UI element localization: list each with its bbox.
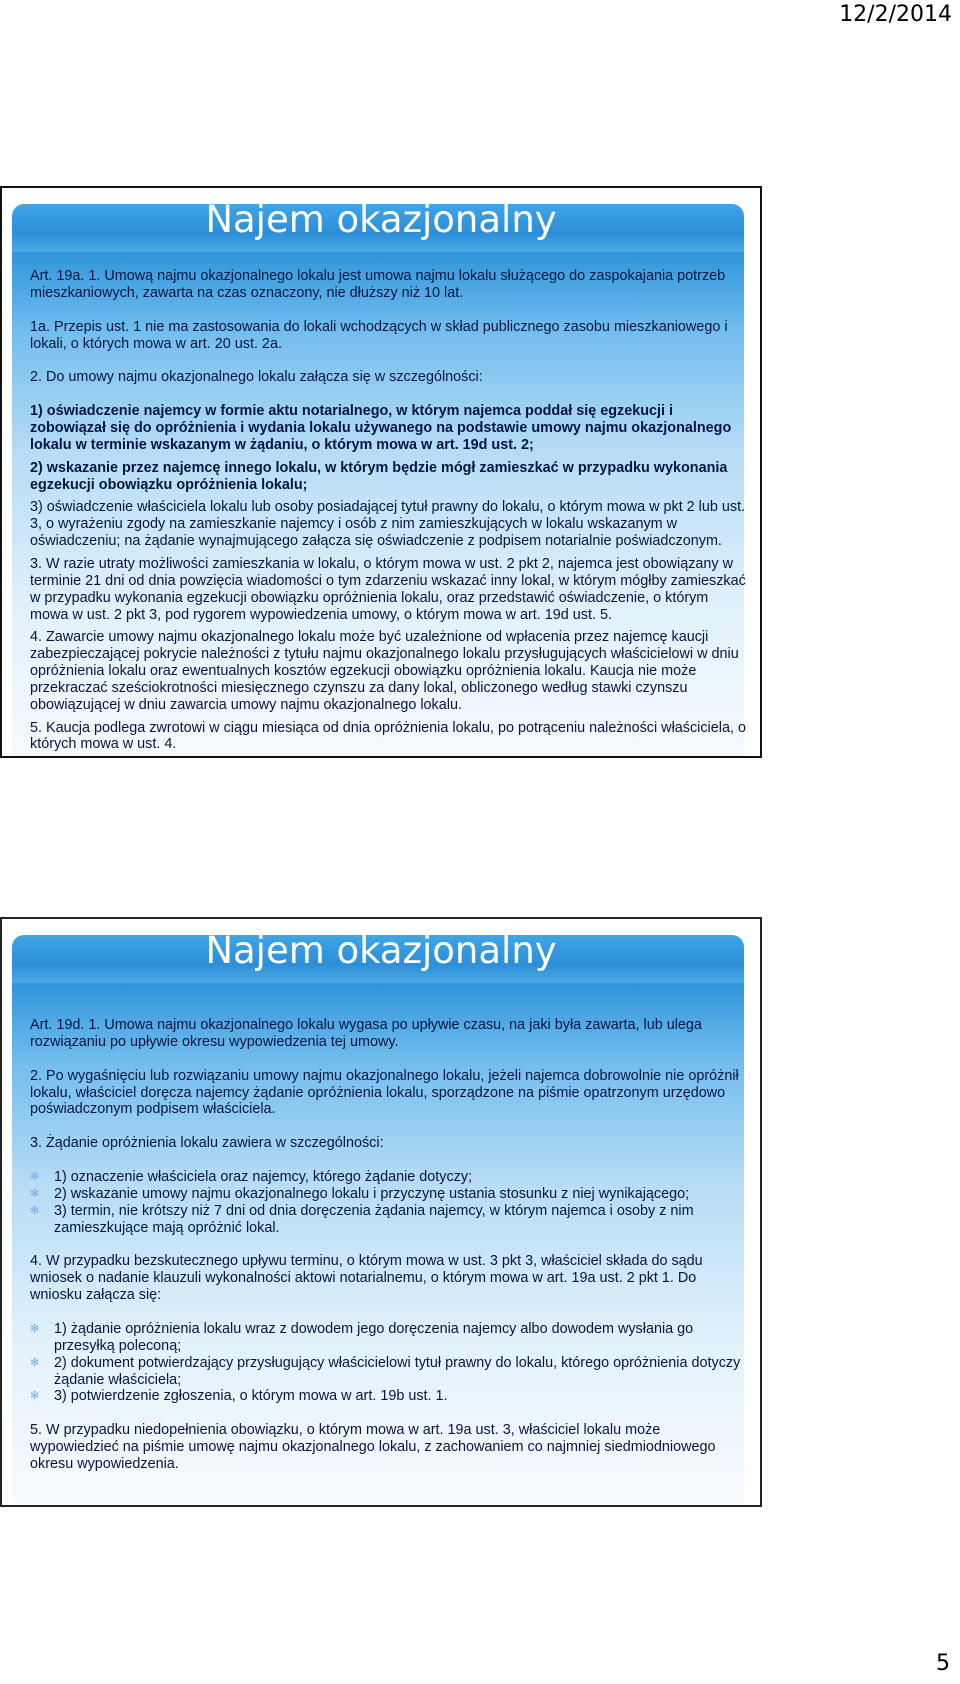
list-item-text: 2) dokument potwierdzający przysługujący właścicielowi tytuł prawny do lokalu, którego opróżnienia dotyczy żądanie właściciela; [54,1354,741,1388]
list-item-text: 3) potwierdzenie zgłoszenia, o którym mowa w art. 19b ust. 1. [54,1388,448,1405]
paragraph-art-19a-1a: 1a. Przepis ust. 1 nie ma zastosowania do lokali wchodzących w skład publicznego zasobu mieszkaniowego i lokali, o których mowa w art. 20 ust. 2a. [30,318,728,352]
paragraph-art-19d-2: 2. Po wygaśnięciu lub rozwiązaniu umowy najmu okazjonalnego lokalu, jeżeli najemca dobrowolnie nie opróżnił lokalu, właściciel doręcza najemcy żądanie opróżnienia lokalu, sporządzone na piśmie opatrzonym urzędowo poświadczonym podpisem właściciela. [30,1067,739,1118]
paragraph-art-19d-5: 5. W przypadku niedopełnienia obowiązku, o którym mowa w art. 19a ust. 3, właściciel lokalu może wypowiedzieć na piśmie umowę najmu okazjonalnego lokalu, z zachowaniem co najmniej siedmiodniowego okresu wypowiedzenia. [30,1422,716,1472]
paragraph-point-3: 3) oświadczenie właściciela lokalu lub osoby posiadającej tytuł prawny do lokalu, o którym mowa w pkt 2 lub ust. 3, o wyrażeniu zgody na zamieszkanie najemcy i osób z nim zamieszkujących w lokalu wskazanym w oświadczeniu; na żądanie wynajmującego załącza się oświadczenie z podpisem notarialnie poświadczonym. [30,499,746,550]
slide-title: Najem okazjonalny [205,198,557,241]
list-item [30,1203,746,1237]
slide-content [30,1017,746,1473]
asterisk-bullet-icon: ✻ [30,1171,40,1184]
paragraph-art-19a-2: 2. Do umowy najmu okazjonalnego lokalu załącza się w szczególności: [30,369,483,386]
slide-content [30,268,746,753]
paragraph-art-19d-3: 3. Żądanie opróżnienia lokalu zawiera w szczególności: [30,1135,384,1152]
paragraph-point-1: 1) oświadczenie najemcy w formie aktu notarialnego, w którym najemca poddał się egzekucji i zobowiązał się do opróżnienia i wydania lokalu używanego na podstawie umowy najmu okazjonalnego lokalu w terminie wskazanym w żądaniu, o którym mowa w art. 19d ust. 2; [30,403,732,453]
list-item-text: 1) żądanie opróżnienia lokalu wraz z dowodem jego doręczenia najemcy albo dowodem wysłania go przesyłką poleconą; [54,1320,694,1354]
list-item [30,1186,746,1203]
list-item [30,1169,746,1186]
paragraph-art-19d-1: Art. 19d. 1. Umowa najmu okazjonalnego lokalu wygasa po upływie czasu, na jaki była zawarta, lub ulega rozwiązaniu po upływie okresu wypowiedzenia tej umowy. [30,1017,702,1050]
list-item-text: 3) termin, nie krótszy niż 7 dni od dnia doręczenia żądania najemcy, w którym najemca i osoby z nim zamieszkujące mają opróżnić lokal. [54,1202,694,1236]
list-item [30,1388,746,1405]
slide-1 [0,186,762,758]
paragraph-point-2: 2) wskazanie przez najemcę innego lokalu, w którym będzie mógł zamieszkać w przypadku wykonania egzekucji obowiązku opróżnienia lokalu; [30,459,728,493]
list-item [30,1355,746,1389]
paragraph-art-19a-3: 3. W razie utraty możliwości zamieszkania w lokalu, o którym mowa w ust. 2 pkt 2, najemca jest obowiązany w terminie 21 dni od dnia powzięcia wiadomości o tym zdarzeniu wskazać inny lokal, w którym mógłby zamieszkać w przypadku wykonania egzekucji obowiązku opróżnienia lokalu, oraz przedstawić oświadczenie, o którym mowa w ust. 2 pkt 3, pod rygorem wypowiedzenia umowy, o którym mowa w art. 19d ust. 5. [30,555,746,623]
list-item [30,1321,746,1355]
asterisk-bullet-icon: ✻ [30,1204,40,1217]
asterisk-bullet-icon: ✻ [30,1356,40,1369]
paragraph-art-19a-4: 4. Zawarcie umowy najmu okazjonalnego lokalu może być uzależnione od wpłacenia przez najemcę kaucji zabezpieczającej pokrycie należności z tytułu najmu okazjonalnego lokalu przysługujących właścicielowi w dniu opróżnienia lokalu oraz ewentualnych kosztów egzekucji obowiązku opróżnienia lokalu. Kaucja nie może przekraczać sześciokrotności miesięcznego czynszu za dany lokal, obliczonego według stawki czynszu obowiązującej w dniu zawarcia umowy najmu okazjonalnego lokalu. [30,629,739,713]
paragraph-art-19a-1: Art. 19a. 1. Umową najmu okazjonalnego lokalu jest umowa najmu lokalu służącego do zaspokajania potrzeb mieszkaniowych, zawarta na czas oznaczony, nie dłuższy niż 10 lat. [30,268,726,301]
list-item-text: 2) wskazanie umowy najmu okazjonalnego lokalu i przyczynę ustania stosunku z niej wynikającego; [54,1185,690,1202]
page-number: 5 [936,1651,950,1676]
paragraph-art-19d-4: 4. W przypadku bezskutecznego upływu terminu, o którym mowa w ust. 3 pkt 3, właściciel składa do sądu wniosek o nadanie klauzuli wykonalności aktowi notarialnemu, o którym mowa w art. 19a ust. 2 pkt 1. Do wniosku załącza się: [30,1253,703,1304]
slide-2 [0,917,762,1507]
list-item-text: 1) oznaczenie właściciela oraz najemcy, którego żądanie dotyczy; [54,1169,473,1186]
slide-title: Najem okazjonalny [205,929,557,972]
asterisk-bullet-icon: ✻ [30,1187,40,1200]
asterisk-bullet-icon: ✻ [30,1322,40,1335]
asterisk-bullet-icon: ✻ [30,1390,40,1403]
page-date: 12/2/2014 [839,2,952,27]
paragraph-art-19a-5: 5. Kaucja podlega zwrotowi w ciągu miesiąca od dnia opróżnienia lokalu, po potrąceniu należności właściciela, o których mowa w ust. 4. [30,719,746,753]
